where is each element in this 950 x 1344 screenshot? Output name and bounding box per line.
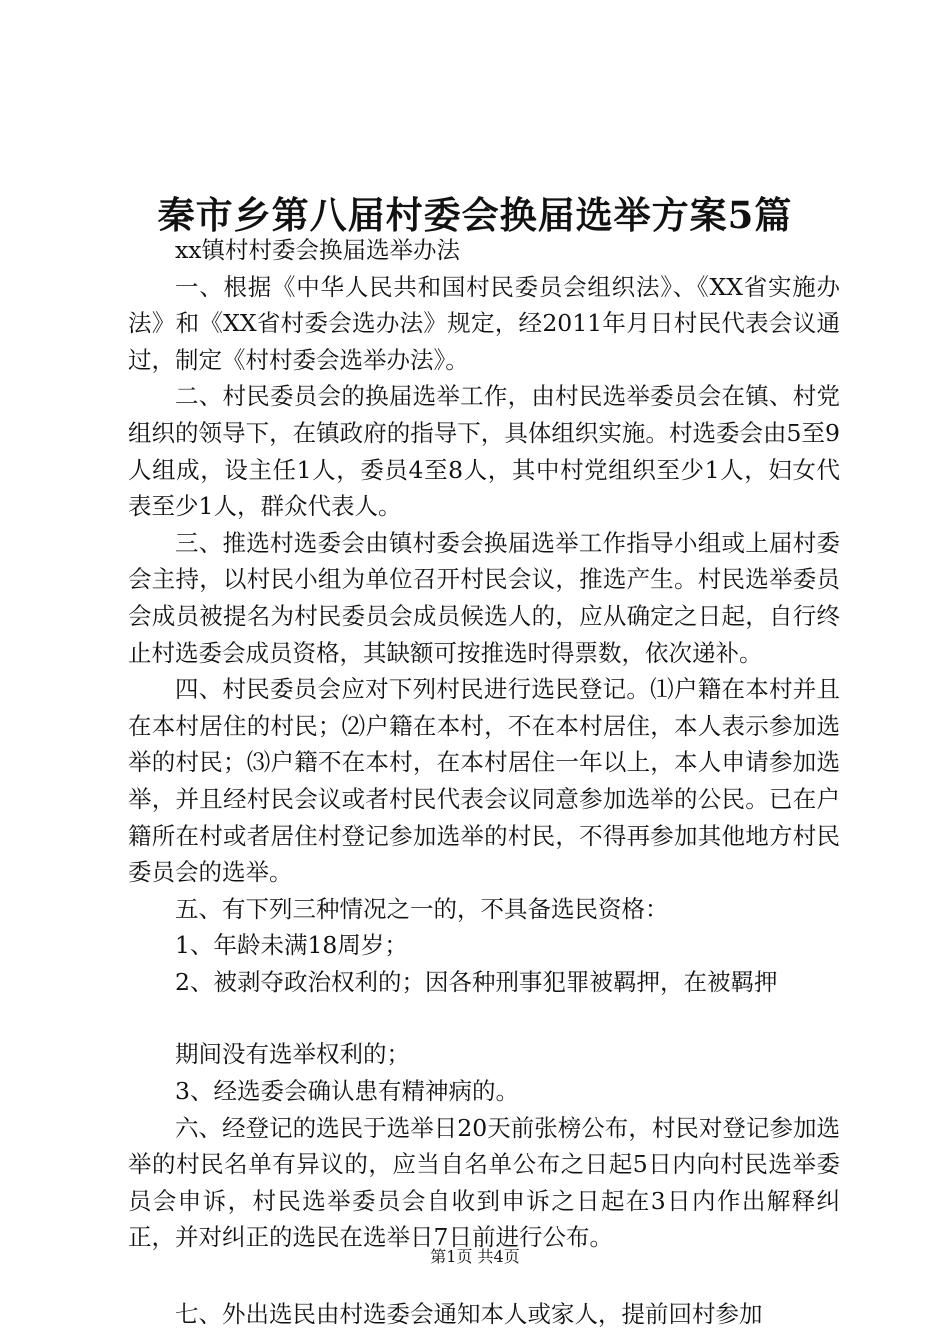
document-title: 秦市乡第八届村委会换届选举方案5篇 xyxy=(157,193,793,237)
paragraph-1: 一、根据《中华人民共和国村民委员会组织法》、《XX省实施办法》和《XX省村委会选办法》规定，经2011年月日村民代表会议通过，制定《村村委会选举办法》。 xyxy=(128,272,840,374)
paragraph-4: 四、村民委员会应对下列村民进行选民登记。⑴户籍在本村并且在本村居住的村民；⑵户籍在本村，不在本村居住，本人表示参加选举的村民；⑶户籍不在本村，在本村居住一年以上，本人申请参加选举，并且经村民会议或者村民代表会议同意参加选举的公民。已在户籍所在村或者居住村登记参加选举的村民，不得再参加其他地方村民委员会的选举。 xyxy=(128,675,840,887)
paragraph-6: 六、经登记的选民于选举日20天前张榜公布，村民对登记参加选举的村民名单有异议的，应当自名单公布之日起5日内向村民选举委员会申诉，村民选举委员会自收到申诉之日起在3日内作出解释纠正，并对纠正的选民在选举日7日前进行公布。 xyxy=(128,1113,840,1252)
paragraph-7: 七、外出选民由村选委会通知本人或家人，提前回村参加 xyxy=(175,1300,763,1329)
paragraph-2: 二、村民委员会的换届选举工作，由村民选举委员会在镇、村党组织的领导下，在镇政府的指导下，具体组织实施。村选委会由5至9人组成，设主任1人，委员4至8人，其中村党组织至少1人，妇女代表至少1人，群众代表人。 xyxy=(128,382,840,521)
page-footer: 第1页 共4页 xyxy=(430,1247,520,1266)
document-body xyxy=(128,232,840,1333)
paragraph-3: 三、推选村选委会由镇村委会换届选举工作指导小组或上届村委会主持，以村民小组为单位召开村民会议，推选产生。村民选举委员会成员被提名为村民委员会成员候选人的，应从确定之日起，自行终止村选委会成员资格，其缺额可按推选时得票数，依次递补。 xyxy=(128,528,840,667)
paragraph-5: 五、有下列三种情况之一的，不具备选民资格： xyxy=(175,894,669,923)
list-item-2: 2、被剥夺政治权利的；因各种刑事犯罪被羁押，在被羁押 xyxy=(175,967,778,996)
list-item-3: 3、经选委会确认患有精神病的。 xyxy=(175,1077,519,1106)
list-item-2-continued: 期间没有选举权利的； xyxy=(175,1040,410,1069)
paragraph-subtitle: xx镇村村委会换届选举办法 xyxy=(175,236,461,264)
list-item-1: 1、年龄未满18周岁； xyxy=(175,931,408,960)
